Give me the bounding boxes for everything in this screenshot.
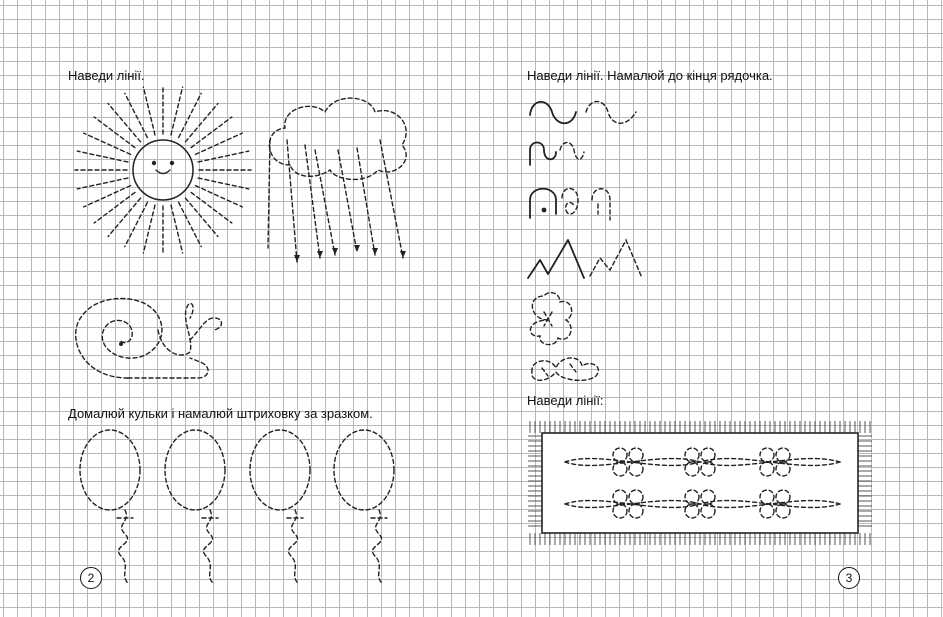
balloon-icon bbox=[165, 430, 225, 584]
sun-ray bbox=[198, 178, 249, 189]
sun-ray bbox=[77, 151, 128, 162]
sun-ray bbox=[195, 186, 242, 207]
rain-arrowhead bbox=[354, 245, 360, 252]
sun-ray bbox=[171, 205, 183, 253]
rain-arrowhead bbox=[332, 248, 338, 255]
sun-ray bbox=[108, 104, 140, 142]
balloon-icon bbox=[80, 430, 140, 584]
leaf-pattern-icon bbox=[532, 358, 599, 380]
sun-ray bbox=[191, 117, 232, 148]
sun-icon bbox=[75, 85, 251, 255]
trace-lines-heading-right: Наведи лінії: bbox=[527, 393, 604, 408]
rain-drop-line bbox=[357, 148, 375, 255]
sun-ray bbox=[94, 117, 135, 148]
page-number-left: 2 bbox=[80, 567, 102, 589]
balloons-heading: Домалюй кульки і намалюй штриховку за зразком. bbox=[68, 406, 373, 421]
sun-ray bbox=[125, 202, 148, 246]
rain-arrowhead bbox=[317, 251, 323, 258]
balloon-icon bbox=[334, 430, 394, 584]
rug-icon bbox=[528, 421, 872, 545]
sun-ray bbox=[185, 104, 217, 142]
sun-ray bbox=[84, 186, 131, 207]
rain-arrowhead bbox=[400, 251, 406, 258]
flower-icon bbox=[530, 293, 571, 345]
loop-pattern-icon bbox=[530, 188, 610, 220]
rain-drop-line bbox=[287, 140, 297, 262]
sun-ray bbox=[143, 87, 155, 135]
rain-drop-line bbox=[305, 145, 320, 258]
sun-ray bbox=[179, 202, 202, 246]
sun-ray bbox=[143, 205, 155, 253]
sun-ray bbox=[77, 178, 128, 189]
patterns-heading: Наведи лінії. Намалюй до кінця рядочка. bbox=[527, 68, 773, 83]
sun-ray bbox=[198, 151, 249, 162]
rain-drop-line bbox=[380, 140, 403, 258]
sun-ray bbox=[84, 133, 131, 154]
wave-pattern-icon bbox=[530, 102, 636, 124]
sun-ray bbox=[191, 192, 232, 223]
balloons-group bbox=[80, 430, 394, 584]
rain-cloud-icon bbox=[268, 98, 406, 262]
trace-lines-heading-left: Наведи лінії. bbox=[68, 68, 145, 83]
zigzag-pattern-icon bbox=[528, 240, 642, 278]
sun-ray bbox=[171, 87, 183, 135]
page-number-right: 3 bbox=[838, 567, 860, 589]
rain-arrowhead bbox=[372, 248, 378, 255]
rain-drop-line bbox=[268, 140, 270, 248]
balloon-icon bbox=[250, 430, 310, 584]
small-wave-pattern-icon bbox=[530, 143, 584, 166]
rain-drop-line bbox=[338, 150, 357, 252]
sun-ray bbox=[179, 93, 202, 137]
sun-ray bbox=[125, 93, 148, 137]
sun-ray bbox=[195, 133, 242, 154]
rain-arrowhead bbox=[294, 255, 300, 262]
sun-ray bbox=[94, 192, 135, 223]
sun-ray bbox=[108, 198, 140, 236]
sun-ray bbox=[185, 198, 217, 236]
snail-icon bbox=[76, 298, 222, 378]
